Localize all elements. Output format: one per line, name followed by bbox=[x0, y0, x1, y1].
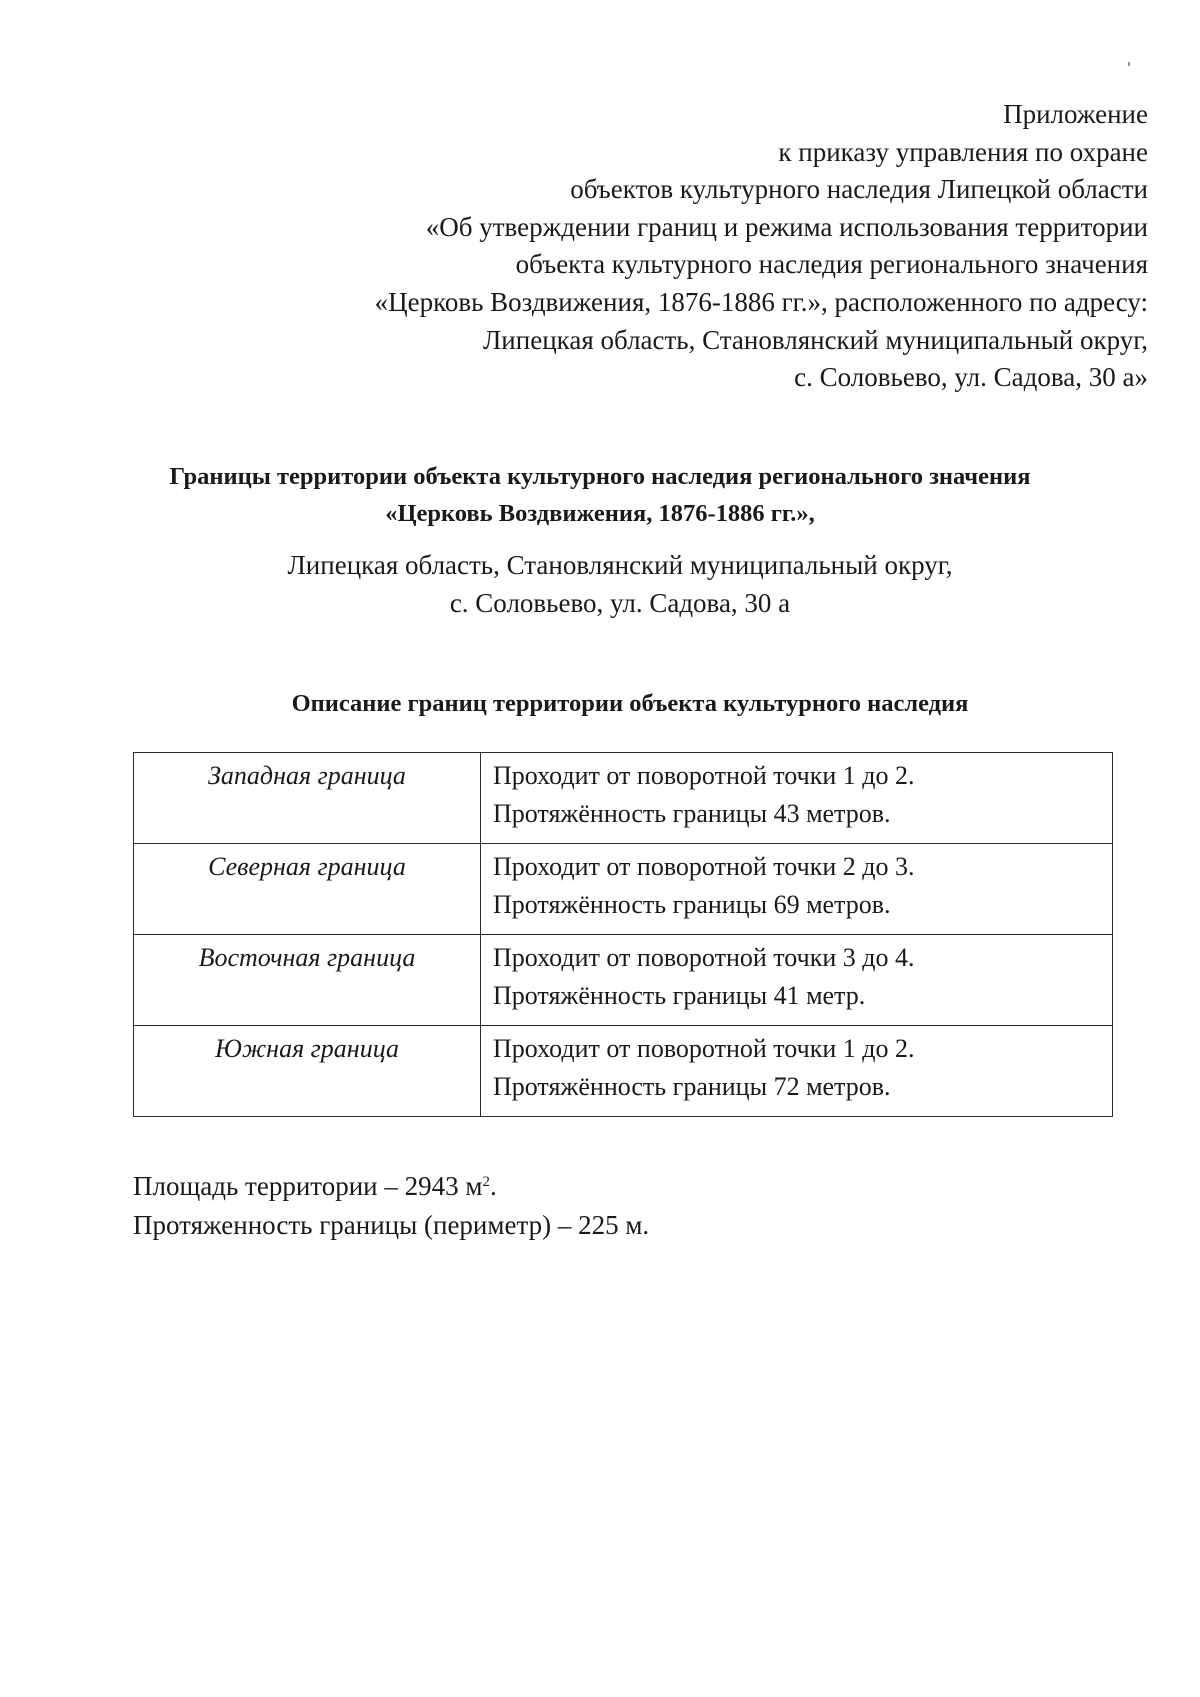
boundary-length: Протяжённость границы 69 метров. bbox=[493, 890, 891, 919]
address-line-1: Липецкая область, Становлянский муниципальный округ, bbox=[287, 550, 953, 580]
boundary-length: Протяжённость границы 41 метр. bbox=[493, 981, 866, 1010]
table-row bbox=[134, 935, 1113, 1026]
summary-block bbox=[133, 1167, 649, 1245]
perimeter-line: Протяженность границы (периметр) – 225 м. bbox=[133, 1210, 650, 1240]
table-row bbox=[134, 1026, 1113, 1117]
scan-speck bbox=[1128, 62, 1130, 66]
boundary-name: Южная граница bbox=[134, 1026, 481, 1117]
area-line bbox=[133, 1167, 649, 1206]
boundary-route: Проходит от поворотной точки 1 до 2. bbox=[493, 1034, 915, 1063]
appendix-line: «Об утверждении границ и режима использования территории bbox=[425, 211, 1148, 242]
boundary-description bbox=[481, 935, 1113, 1026]
address-line-2: с. Соловьево, ул. Садова, 30 а bbox=[449, 588, 791, 618]
appendix-line: объектов культурного наследия Липецкой области bbox=[570, 174, 1148, 205]
boundary-description bbox=[481, 844, 1113, 935]
boundary-description bbox=[481, 753, 1113, 844]
boundary-name: Северная граница bbox=[134, 844, 481, 935]
area-text: Площадь территории – 2943 м bbox=[133, 1171, 483, 1201]
boundaries-table bbox=[133, 752, 1113, 1117]
object-address bbox=[0, 546, 1200, 622]
appendix-header bbox=[248, 96, 1148, 397]
boundary-length: Протяжённость границы 43 метров. bbox=[493, 799, 891, 828]
document-title bbox=[60, 458, 1140, 532]
boundary-name: Восточная граница bbox=[134, 935, 481, 1026]
appendix-line: к приказу управления по охране bbox=[778, 136, 1148, 167]
title-line-2: «Церковь Воздвижения, 1876-1886 гг.», bbox=[385, 500, 815, 527]
area-end: . bbox=[489, 1171, 497, 1201]
appendix-line: Приложение bbox=[1003, 99, 1148, 129]
boundary-route: Проходит от поворотной точки 1 до 2. bbox=[493, 761, 915, 790]
boundary-description bbox=[481, 1026, 1113, 1117]
appendix-line: Липецкая область, Становлянский муниципальный округ, bbox=[483, 324, 1148, 355]
description-heading: Описание границ территории объекта культурного наследия bbox=[291, 690, 969, 717]
boundary-name: Западная граница bbox=[134, 753, 481, 844]
appendix-line: объекта культурного наследия регионального значения bbox=[515, 249, 1148, 280]
boundary-route: Проходит от поворотной точки 3 до 4. bbox=[493, 943, 915, 972]
appendix-line: с. Соловьево, ул. Садова, 30 а» bbox=[794, 362, 1148, 393]
boundary-length: Протяжённость границы 72 метров. bbox=[493, 1072, 891, 1101]
table-row bbox=[134, 844, 1113, 935]
title-line-1: Границы территории объекта культурного наследия регионального значения bbox=[169, 463, 1031, 490]
table-row bbox=[134, 753, 1113, 844]
area-superscript: 2 bbox=[482, 1174, 490, 1190]
boundary-route: Проходит от поворотной точки 2 до 3. bbox=[493, 852, 915, 881]
appendix-line: «Церковь Воздвижения, 1876-1886 гг.», расположенного по адресу: bbox=[374, 286, 1148, 317]
